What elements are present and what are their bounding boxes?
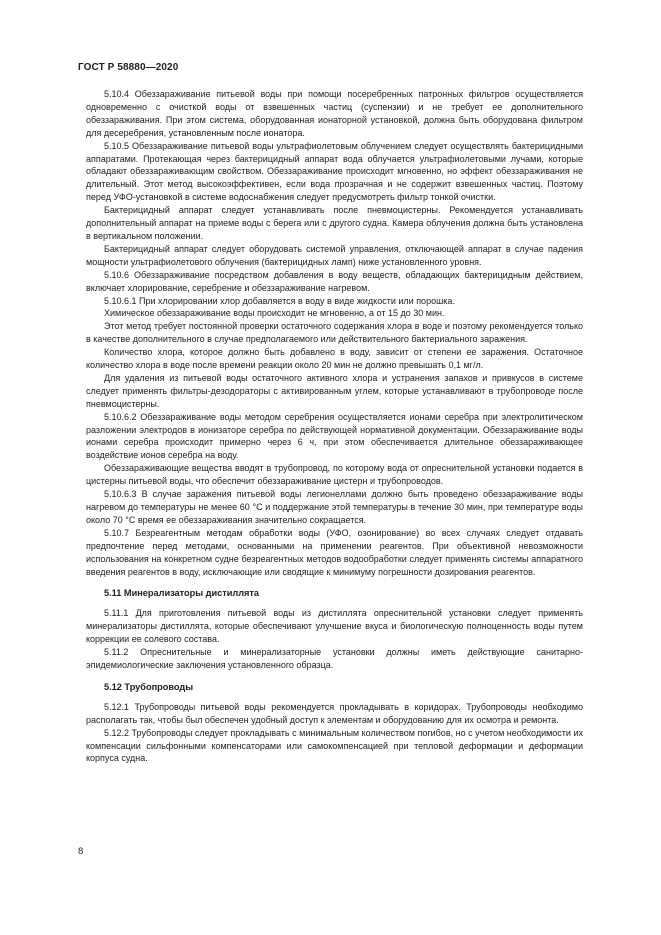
paragraph: 5.12.2 Трубопроводы следует прокладывать с минимальным количеством погибов, но с учетом необходимости их компенсации сильфонными компенсаторами или самокомпенсацией при тепловой деформации и деформации корпуса судна.: [86, 727, 583, 764]
paragraph: Бактерицидный аппарат следует оборудовать системой управления, отключающей аппарат в случае падения мощности ультрафиолетового облучения (бактерицидных ламп) ниже установленного уровня.: [86, 243, 583, 267]
paragraph: 5.10.4 Обеззараживание питьевой воды при помощи посеребренных патронных фильтров осуществляется одновременно с очисткой воды от взвешенных частиц (суспензии) и не требует ее дополнительного обеззараживания. При этом система, оборудованная ионаторной установкой, должна быть оборудована фильтром для десеребрения, установленным после ионатора.: [86, 89, 583, 138]
paragraph: 5.10.7 Безреагентным методам обработки воды (УФО, озонирование) во всех случаях следует отдавать предпочтение перед методами, основанными на применении реагентов. При объективной невозможности использования на конкретном судне безреагентных методов водообработки следует применять системы аппаратного введения реагентов в воду, исключающие или сводящие к минимуму погрешности дозирования реагентов.: [86, 527, 583, 577]
paragraph: 5.10.6.1 При хлорировании хлор добавляется в воду в виде жидкости или порошка.: [104, 295, 455, 306]
paragraph: 5.11.2 Опреснительные и минерализаторные установки должны иметь действующие санитарно-эпидемиологические заключения установленного образца.: [86, 647, 583, 670]
paragraph: 5.10.6 Обеззараживание посредством добавления в воду веществ, обладающих бактерицидным действием, включает хлорирование, серебрение и обеззараживание нагревом.: [86, 269, 583, 293]
paragraph: 5.11.1 Для приготовления питьевой воды из дистиллята опреснительной установки следует применять минерализаторы дистиллята, которые обеспечивают улучшение вкуса и биологическую полноценность воды путем коррекции ее солевого состава.: [86, 608, 583, 645]
standard-header: ГОСТ Р 58880—2020: [78, 62, 179, 73]
page-number: 8: [78, 846, 84, 857]
paragraph: Для удаления из питьевой воды остаточного активного хлора и устранения запахов и привкусов в системе следует применять фильтры-дезодораторы с активированным углем, которые устанавливают в трубопроводе после пневмоцистерны.: [86, 372, 583, 409]
paragraph: 5.10.5 Обеззараживание питьевой воды ультрафиолетовым облучением следует осуществлять бактерицидными аппаратами. Протекающая через бактерицидный аппарат вода облучается ультрафиолетовыми лучами, которые обладают обеззараживающим свойством. Обеззараживание происходит мгновенно, но эффект обеззараживания не длительный. Этот метод высокоэффективен, если вода прозрачная и не содержит взвешенных частиц. Поэтому перед УФО-установкой в системе водоснабжения следует предусмотреть фильтр тонкой очистки.: [86, 140, 583, 203]
section-heading-511: 5.11 Минерализаторы дистиллята: [104, 588, 260, 599]
paragraph: Бактерицидный аппарат следует устанавливать после пневмоцистерны. Рекомендуется устанавливать дополнительный аппарат на приеме воды с берега или с другого судна. Камера облучения должна быть установлена в вертикальном положении.: [86, 205, 583, 241]
paragraph: Этот метод требует постоянной проверки остаточного содержания хлора в воде и поэтому рекомендуется только в качестве дополнительного в случае предполагаемого или действительного бактериального заражения.: [86, 321, 583, 345]
paragraph: 5.10.6.2 Обеззараживание воды методом серебрения осуществляется ионами серебра при электролитическом разложении электродов в ионизаторе серебра по действующей нормативной документации. Обеззараживание воды ионами серебра происходит примерно через 6 ч, при этом обеспечивается длительное обеззараживающее воздействие ионов серебра на воду.: [86, 411, 583, 461]
section-heading-512: 5.12 Трубопроводы: [104, 681, 194, 692]
paragraph: 5.10.6.3 В случае заражения питьевой воды легионеллами должно быть проведено обеззараживание воды нагревом до температуры не менее 60 °С и поддержание этой температуры в течение 30 мин, при температуре воды около 70 °С время ее обеззараживания значительно сокращается.: [86, 489, 583, 525]
paragraph: Обеззараживающие вещества вводят в трубопровод, по которому вода от опреснительной установки подается в цистерны питьевой воды, что обеспечит обеззараживание цистерн и трубопроводов.: [86, 463, 583, 487]
paragraph: Количество хлора, которое должно быть добавлено в воду, зависит от степени ее заражения. Остаточное количество хлора в воде после времени реакции около 20 мин не должно превышать 0,1 мг/л.: [86, 347, 583, 371]
paragraph: Химическое обеззараживание воды происходит не мгновенно, а от 15 до 30 мин.: [104, 308, 445, 319]
document-body: [86, 88, 583, 765]
paragraph: 5.12.1 Трубопроводы питьевой воды рекомендуется прокладывать в коридорах. Трубопроводы необходимо располагать так, чтобы был обеспечен удобный доступ к элементам и оборудованию для их осмотра и ремонта.: [86, 701, 583, 725]
